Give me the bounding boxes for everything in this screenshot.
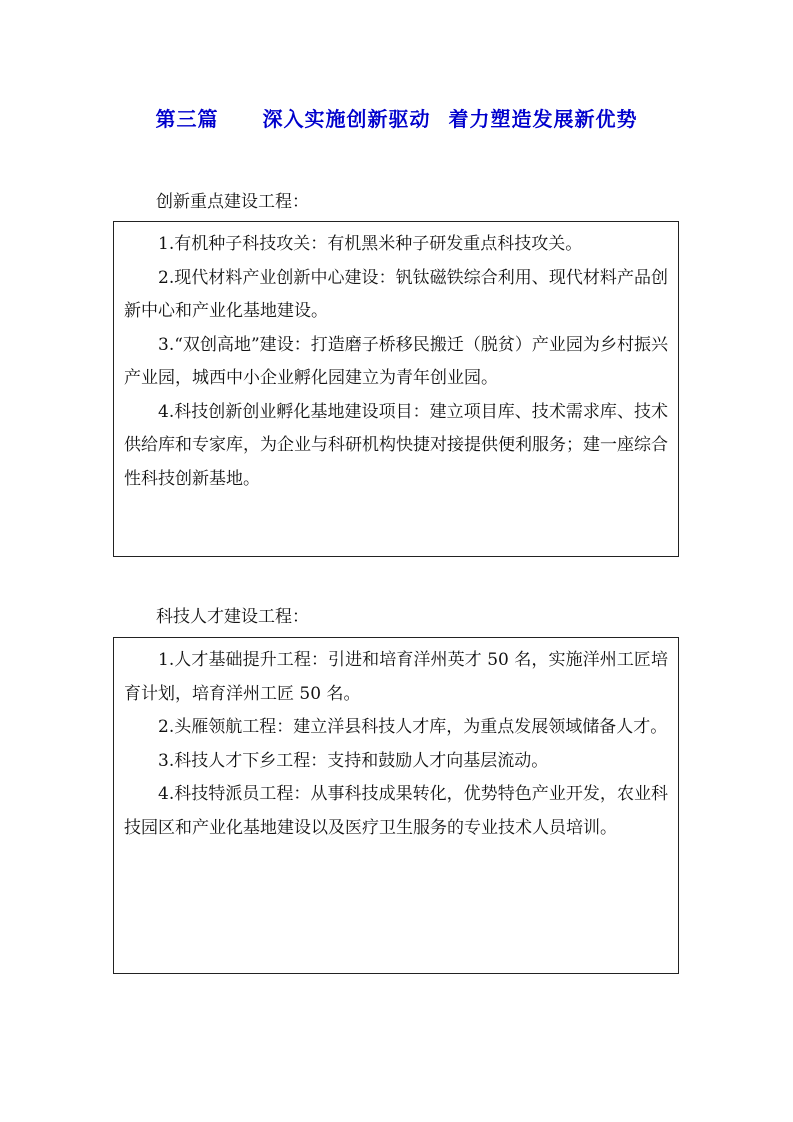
list-item: 4.科技创新创业孵化基地建设项目：建立项目库、技术需求库、技术供给库和专家库，为企业与科研机构快捷对接提供便利服务；建一座综合性科技创新基地。 — [124, 401, 668, 489]
innovation-projects-box — [113, 221, 679, 557]
title-part: 第三篇 — [155, 107, 219, 131]
list-item: 2.现代材料产业创新中心建设：钒钛磁铁综合利用、现代材料产品创新中心和产业化基地建设。 — [124, 267, 668, 321]
list-item: 4.科技特派员工程：从事科技成果转化，优势特色产业开发，农业科技园区和产业化基地建设以及医疗卫生服务的专业技术人员培训。 — [124, 784, 668, 838]
list-item: 1.有机种子科技攻关：有机黑米种子研发重点科技攻关。 — [158, 234, 583, 254]
section-heading-talent: 科技人才建设工程： — [156, 607, 309, 627]
section-heading-innovation: 创新重点建设工程： — [156, 192, 309, 212]
page-title — [0, 103, 793, 132]
title-sub: 着力塑造发展新优势 — [448, 107, 638, 131]
list-item: 1.人才基础提升工程：引进和培育洋州英才 50 名，实施洋州工匠培育计划，培育洋州工匠 50 名。 — [124, 650, 668, 704]
talent-projects-box — [113, 637, 679, 974]
list-item: 3.“双创高地”建设：打造磨子桥移民搬迁（脱贫）产业园为乡村振兴产业园，城西中小企业孵化园建立为青年创业园。 — [124, 334, 668, 388]
list-item: 2.头雁领航工程：建立洋县科技人才库，为重点发展领域储备人才。 — [158, 717, 668, 737]
list-item: 3.科技人才下乡工程：支持和鼓励人才向基层流动。 — [158, 750, 549, 771]
title-main: 深入实施创新驱动 — [262, 107, 431, 131]
